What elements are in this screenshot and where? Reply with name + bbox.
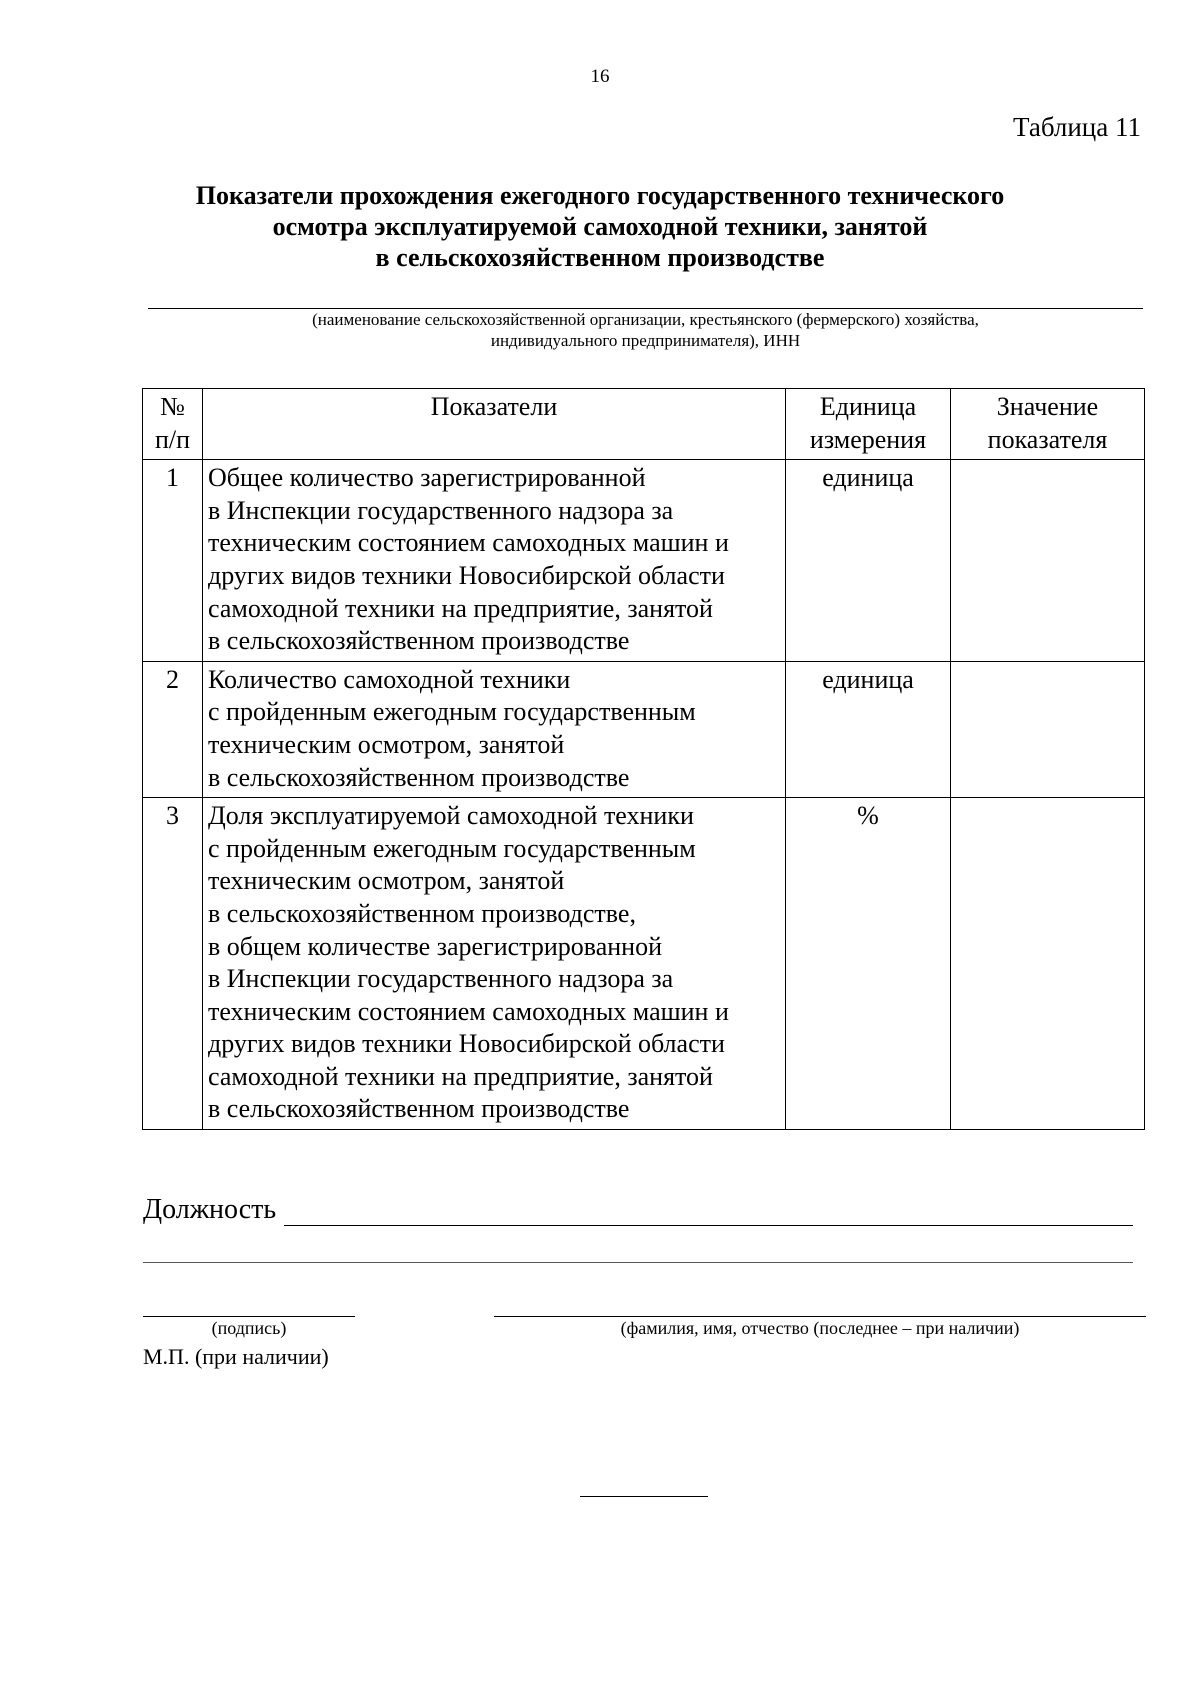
row-num: 3 bbox=[143, 798, 203, 1130]
title-line: Показатели прохождения ежегодного государственного технического bbox=[195, 181, 1005, 210]
caption-line: (наименование сельскохозяйственной организации, крестьянского (фермерского) хозяйства, bbox=[312, 310, 979, 329]
signature-caption: (подпись) bbox=[211, 1318, 287, 1338]
position-field-continuation[interactable] bbox=[143, 1262, 1133, 1263]
indicator-line: техническим состоянием самоходных машин и bbox=[208, 528, 729, 558]
indicator-line: техническим осмотром, занятой bbox=[208, 729, 565, 759]
indicator-line: в сельскохозяйственном производстве bbox=[208, 1094, 630, 1124]
row-indicator bbox=[203, 661, 786, 797]
indicator-line: в Инспекции государственного надзора за bbox=[208, 964, 674, 994]
header-text: Единица bbox=[819, 392, 917, 421]
header-text: п/п bbox=[154, 424, 191, 454]
full-name-caption: (фамилия, имя, отчество (последнее – при наличии) bbox=[620, 1318, 1020, 1338]
row-value-cell[interactable] bbox=[951, 460, 1145, 662]
indicator-line: в сельскохозяйственном производстве bbox=[208, 762, 630, 792]
indicator-line: самоходной техники на предприятие, занятой bbox=[208, 593, 713, 623]
page-number: 16 bbox=[590, 66, 610, 87]
table-row bbox=[143, 798, 1145, 1130]
row-num: 2 bbox=[143, 661, 203, 797]
indicator-line: с пройденным ежегодным государственным bbox=[208, 697, 696, 727]
row-unit: % bbox=[786, 798, 951, 1130]
table-row bbox=[143, 661, 1145, 797]
organization-caption bbox=[148, 309, 1143, 351]
indicator-line: в Инспекции государственного надзора за bbox=[208, 495, 674, 525]
row-value-cell[interactable] bbox=[951, 798, 1145, 1130]
header-text: № bbox=[160, 392, 185, 421]
row-value-cell[interactable] bbox=[951, 661, 1145, 797]
end-of-page-divider bbox=[580, 1496, 708, 1497]
position-label: Должность bbox=[143, 1194, 277, 1225]
table-row bbox=[143, 460, 1145, 662]
indicator-line: в сельскохозяйственном производстве, bbox=[208, 898, 636, 928]
indicator-line: в общем количестве зарегистрированной bbox=[208, 931, 662, 961]
header-text: Значение bbox=[996, 392, 1099, 421]
header-num bbox=[143, 389, 203, 460]
full-name-field[interactable] bbox=[494, 1316, 1146, 1317]
header-text: показателя bbox=[987, 424, 1108, 454]
position-field[interactable] bbox=[284, 1225, 1133, 1226]
indicators-table bbox=[142, 388, 1145, 1130]
indicator-line: Доля эксплуатируемой самоходной техники bbox=[208, 801, 694, 831]
row-unit: единица bbox=[786, 460, 951, 662]
title-line: осмотра эксплуатируемой самоходной техники, занятой bbox=[272, 212, 928, 241]
row-unit: единица bbox=[786, 661, 951, 797]
indicator-line: других видов техники Новосибирской области bbox=[208, 1029, 725, 1059]
caption-line: индивидуального предпринимателя), ИНН bbox=[490, 331, 801, 350]
table-label: Таблица 11 bbox=[1013, 112, 1141, 142]
indicator-line: техническим состоянием самоходных машин и bbox=[208, 996, 729, 1026]
header-value bbox=[951, 389, 1145, 460]
indicator-line: Общее количество зарегистрированной bbox=[208, 463, 646, 493]
indicator-line: Количество самоходной техники bbox=[208, 664, 571, 694]
row-indicator bbox=[203, 460, 786, 662]
table-header-row bbox=[143, 389, 1145, 460]
row-indicator bbox=[203, 798, 786, 1130]
row-num: 1 bbox=[143, 460, 203, 662]
header-indicator bbox=[203, 389, 786, 460]
header-text: Показатели bbox=[430, 392, 558, 421]
header-text: измерения bbox=[809, 424, 927, 454]
indicator-line: самоходной техники на предприятие, занятой bbox=[208, 1061, 713, 1091]
title-line: в сельскохозяйственном производстве bbox=[375, 243, 825, 272]
indicator-line: других видов техники Новосибирской области bbox=[208, 560, 725, 590]
header-unit bbox=[786, 389, 951, 460]
indicator-line: техническим осмотром, занятой bbox=[208, 866, 565, 896]
stamp-label: М.П. (при наличии) bbox=[143, 1344, 329, 1369]
signature-field[interactable] bbox=[143, 1316, 355, 1317]
document-title bbox=[140, 180, 1060, 273]
indicator-line: с пройденным ежегодным государственным bbox=[208, 833, 696, 863]
indicator-line: в сельскохозяйственном производстве bbox=[208, 626, 630, 656]
